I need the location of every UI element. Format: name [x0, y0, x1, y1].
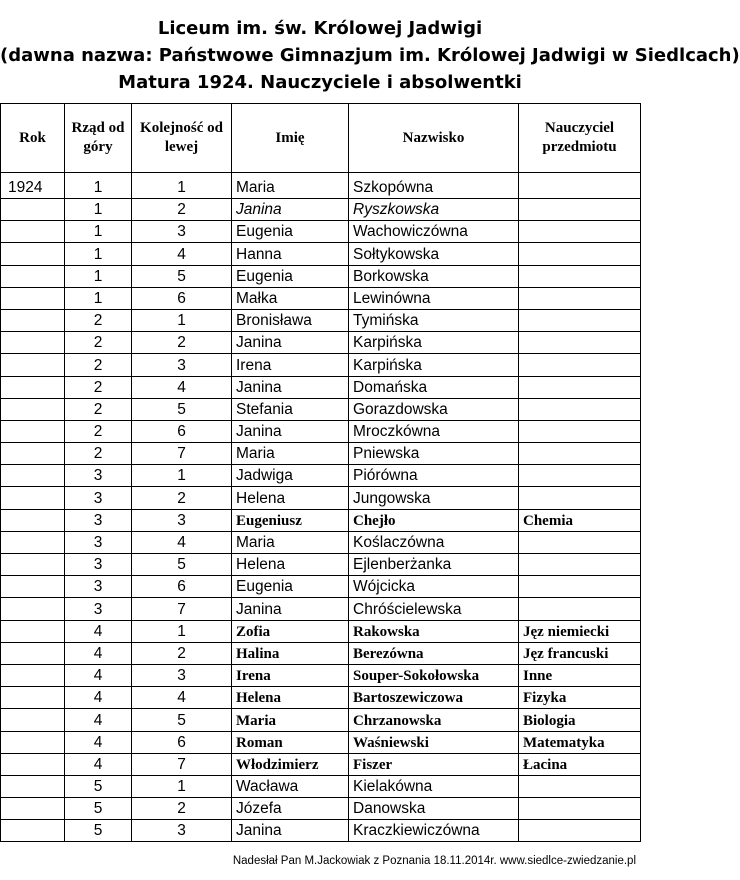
cell-row: 2	[65, 376, 132, 398]
table-row	[1, 420, 641, 442]
cell-subject	[519, 265, 641, 287]
table-row	[1, 398, 641, 420]
cell-order: 2	[132, 199, 232, 221]
table-header-row	[1, 104, 641, 173]
cell-subject	[519, 798, 641, 820]
page-heading: Matura 1924. Nauczyciele i absolwentki	[118, 72, 522, 93]
table-row	[1, 554, 641, 576]
cell-last-name: Souper-Sokołowska	[349, 664, 519, 686]
cell-row: 4	[65, 620, 132, 642]
cell-last-name: Tymińska	[349, 309, 519, 331]
cell-first-name: Zofia	[232, 620, 349, 642]
cell-last-name: Bartoszewiczowa	[349, 687, 519, 709]
cell-order: 7	[132, 443, 232, 465]
table-row	[1, 531, 641, 553]
cell-last-name: Piórówna	[349, 465, 519, 487]
cell-first-name: Maria	[232, 531, 349, 553]
cell-order: 4	[132, 687, 232, 709]
cell-year	[1, 309, 65, 331]
cell-subject: Jęz niemiecki	[519, 620, 641, 642]
cell-last-name: Koślaczówna	[349, 531, 519, 553]
cell-year	[1, 709, 65, 731]
cell-year	[1, 820, 65, 842]
cell-subject	[519, 173, 641, 199]
header-subject-teacher: Nauczyciel przedmiotu	[519, 104, 641, 173]
cell-last-name: Domańska	[349, 376, 519, 398]
cell-year	[1, 420, 65, 442]
cell-first-name: Irena	[232, 664, 349, 686]
table-row	[1, 687, 641, 709]
cell-subject	[519, 598, 641, 620]
cell-order: 5	[132, 554, 232, 576]
cell-subject	[519, 309, 641, 331]
cell-subject	[519, 398, 641, 420]
cell-row: 5	[65, 820, 132, 842]
header-order-from-left: Kolejność od lewej	[132, 104, 232, 173]
cell-subject: Biologia	[519, 709, 641, 731]
cell-order: 4	[132, 243, 232, 265]
cell-subject	[519, 420, 641, 442]
cell-first-name: Maria	[232, 173, 349, 199]
cell-order: 1	[132, 620, 232, 642]
cell-last-name: Jungowska	[349, 487, 519, 509]
cell-last-name: Szkopówna	[349, 173, 519, 199]
cell-order: 3	[132, 509, 232, 531]
table-row	[1, 173, 641, 199]
cell-order: 7	[132, 598, 232, 620]
cell-row: 4	[65, 753, 132, 775]
cell-year	[1, 509, 65, 531]
cell-order: 3	[132, 664, 232, 686]
cell-order: 1	[132, 465, 232, 487]
cell-subject	[519, 820, 641, 842]
cell-order: 2	[132, 332, 232, 354]
cell-subject: Jęz francuski	[519, 642, 641, 664]
cell-first-name: Eugenia	[232, 265, 349, 287]
cell-subject	[519, 443, 641, 465]
cell-order: 6	[132, 420, 232, 442]
cell-first-name: Wacława	[232, 775, 349, 797]
cell-last-name: Rakowska	[349, 620, 519, 642]
table-row	[1, 465, 641, 487]
cell-row: 3	[65, 531, 132, 553]
cell-order: 3	[132, 221, 232, 243]
graduates-table	[0, 103, 641, 842]
cell-first-name: Janina	[232, 420, 349, 442]
cell-row: 1	[65, 173, 132, 199]
cell-year	[1, 443, 65, 465]
page-subtitle: (dawna nazwa: Państwowe Gimnazjum im. Królowej Jadwigi w Siedlcach)	[0, 45, 740, 66]
cell-year	[1, 798, 65, 820]
cell-last-name: Mroczkówna	[349, 420, 519, 442]
cell-year	[1, 376, 65, 398]
cell-last-name: Kraczkiewiczówna	[349, 820, 519, 842]
table-row	[1, 243, 641, 265]
cell-year	[1, 554, 65, 576]
cell-last-name: Borkowska	[349, 265, 519, 287]
table-row	[1, 443, 641, 465]
cell-last-name: Lewinówna	[349, 287, 519, 309]
cell-subject	[519, 332, 641, 354]
cell-last-name: Danowska	[349, 798, 519, 820]
cell-last-name: Chróścielewska	[349, 598, 519, 620]
header-row-from-top: Rząd od góry	[65, 104, 132, 173]
cell-row: 2	[65, 309, 132, 331]
cell-subject	[519, 199, 641, 221]
cell-subject: Fizyka	[519, 687, 641, 709]
cell-year: 1924	[1, 173, 65, 199]
cell-subject: Inne	[519, 664, 641, 686]
cell-row: 3	[65, 487, 132, 509]
page-title: Liceum im. św. Królowej Jadwigi	[157, 18, 483, 39]
cell-last-name: Karpińska	[349, 332, 519, 354]
cell-first-name: Helena	[232, 487, 349, 509]
cell-year	[1, 620, 65, 642]
table-row	[1, 354, 641, 376]
cell-order: 5	[132, 398, 232, 420]
cell-row: 2	[65, 332, 132, 354]
cell-subject	[519, 775, 641, 797]
table-row	[1, 332, 641, 354]
cell-subject	[519, 487, 641, 509]
cell-last-name: Berezówna	[349, 642, 519, 664]
cell-year	[1, 287, 65, 309]
cell-first-name: Włodzimierz	[232, 753, 349, 775]
table-row	[1, 265, 641, 287]
table-row	[1, 487, 641, 509]
table-row	[1, 287, 641, 309]
cell-subject	[519, 554, 641, 576]
cell-subject	[519, 576, 641, 598]
cell-year	[1, 598, 65, 620]
cell-first-name: Janina	[232, 820, 349, 842]
cell-last-name: Wachowiczówna	[349, 221, 519, 243]
cell-row: 1	[65, 243, 132, 265]
table-row	[1, 709, 641, 731]
header-last-name: Nazwisko	[349, 104, 519, 173]
header-year: Rok	[1, 104, 65, 173]
cell-subject	[519, 354, 641, 376]
cell-first-name: Janina	[232, 598, 349, 620]
cell-row: 4	[65, 709, 132, 731]
cell-first-name: Małka	[232, 287, 349, 309]
table-row	[1, 620, 641, 642]
cell-order: 6	[132, 731, 232, 753]
cell-last-name: Ejlenberżanka	[349, 554, 519, 576]
cell-order: 2	[132, 798, 232, 820]
cell-row: 3	[65, 554, 132, 576]
cell-first-name: Janina	[232, 376, 349, 398]
cell-last-name: Chejło	[349, 509, 519, 531]
cell-first-name: Irena	[232, 354, 349, 376]
cell-subject: Łacina	[519, 753, 641, 775]
cell-first-name: Helena	[232, 687, 349, 709]
cell-order: 6	[132, 576, 232, 598]
cell-order: 4	[132, 376, 232, 398]
cell-year	[1, 642, 65, 664]
cell-year	[1, 531, 65, 553]
cell-order: 6	[132, 287, 232, 309]
cell-last-name: Kielakówna	[349, 775, 519, 797]
cell-row: 2	[65, 443, 132, 465]
cell-last-name: Ryszkowska	[349, 199, 519, 221]
cell-row: 1	[65, 221, 132, 243]
cell-year	[1, 243, 65, 265]
table-row	[1, 576, 641, 598]
table-row	[1, 376, 641, 398]
cell-subject: Matematyka	[519, 731, 641, 753]
cell-last-name: Wójcicka	[349, 576, 519, 598]
cell-year	[1, 199, 65, 221]
cell-year	[1, 398, 65, 420]
cell-order: 5	[132, 709, 232, 731]
cell-order: 5	[132, 265, 232, 287]
cell-first-name: Janina	[232, 332, 349, 354]
cell-year	[1, 687, 65, 709]
cell-row: 2	[65, 354, 132, 376]
table-row	[1, 309, 641, 331]
table-row	[1, 775, 641, 797]
table-row	[1, 664, 641, 686]
cell-year	[1, 465, 65, 487]
cell-first-name: Maria	[232, 709, 349, 731]
cell-last-name: Karpińska	[349, 354, 519, 376]
cell-row: 1	[65, 287, 132, 309]
cell-order: 3	[132, 354, 232, 376]
cell-first-name: Halina	[232, 642, 349, 664]
cell-last-name: Gorazdowska	[349, 398, 519, 420]
cell-first-name: Józefa	[232, 798, 349, 820]
cell-year	[1, 332, 65, 354]
cell-first-name: Hanna	[232, 243, 349, 265]
table-row	[1, 221, 641, 243]
cell-last-name: Fiszer	[349, 753, 519, 775]
cell-year	[1, 265, 65, 287]
cell-order: 1	[132, 775, 232, 797]
table-row	[1, 642, 641, 664]
cell-order: 7	[132, 753, 232, 775]
table-row	[1, 509, 641, 531]
cell-first-name: Bronisława	[232, 309, 349, 331]
cell-row: 4	[65, 687, 132, 709]
cell-subject	[519, 465, 641, 487]
cell-first-name: Eugeniusz	[232, 509, 349, 531]
cell-first-name: Eugenia	[232, 221, 349, 243]
cell-first-name: Helena	[232, 554, 349, 576]
cell-row: 2	[65, 420, 132, 442]
cell-row: 2	[65, 398, 132, 420]
cell-row: 3	[65, 465, 132, 487]
cell-year	[1, 775, 65, 797]
cell-year	[1, 487, 65, 509]
cell-row: 5	[65, 798, 132, 820]
cell-row: 1	[65, 199, 132, 221]
cell-row: 5	[65, 775, 132, 797]
cell-row: 4	[65, 731, 132, 753]
table-row	[1, 598, 641, 620]
footer-note: Nadesłał Pan M.Jackowiak z Poznania 18.11.2014r. www.siedlce-zwiedzanie.pl	[232, 855, 636, 867]
cell-row: 3	[65, 576, 132, 598]
cell-last-name: Pniewska	[349, 443, 519, 465]
cell-row: 3	[65, 509, 132, 531]
cell-year	[1, 731, 65, 753]
table-row	[1, 798, 641, 820]
cell-year	[1, 354, 65, 376]
cell-subject	[519, 287, 641, 309]
cell-first-name: Eugenia	[232, 576, 349, 598]
cell-first-name: Jadwiga	[232, 465, 349, 487]
cell-first-name: Janina	[232, 199, 349, 221]
cell-year	[1, 753, 65, 775]
cell-order: 1	[132, 309, 232, 331]
cell-first-name: Roman	[232, 731, 349, 753]
cell-subject	[519, 221, 641, 243]
cell-last-name: Chrzanowska	[349, 709, 519, 731]
cell-first-name: Maria	[232, 443, 349, 465]
cell-subject	[519, 376, 641, 398]
cell-row: 1	[65, 265, 132, 287]
header-first-name: Imię	[232, 104, 349, 173]
cell-row: 3	[65, 598, 132, 620]
cell-order: 2	[132, 487, 232, 509]
cell-first-name: Stefania	[232, 398, 349, 420]
cell-subject: Chemia	[519, 509, 641, 531]
cell-year	[1, 221, 65, 243]
cell-subject	[519, 531, 641, 553]
cell-year	[1, 576, 65, 598]
cell-row: 4	[65, 642, 132, 664]
table-row	[1, 199, 641, 221]
cell-order: 3	[132, 820, 232, 842]
cell-order: 4	[132, 531, 232, 553]
cell-row: 4	[65, 664, 132, 686]
cell-year	[1, 664, 65, 686]
table-row	[1, 753, 641, 775]
cell-subject	[519, 243, 641, 265]
table-row	[1, 731, 641, 753]
table-row	[1, 820, 641, 842]
cell-last-name: Waśniewski	[349, 731, 519, 753]
cell-order: 1	[132, 173, 232, 199]
cell-last-name: Sołtykowska	[349, 243, 519, 265]
cell-order: 2	[132, 642, 232, 664]
